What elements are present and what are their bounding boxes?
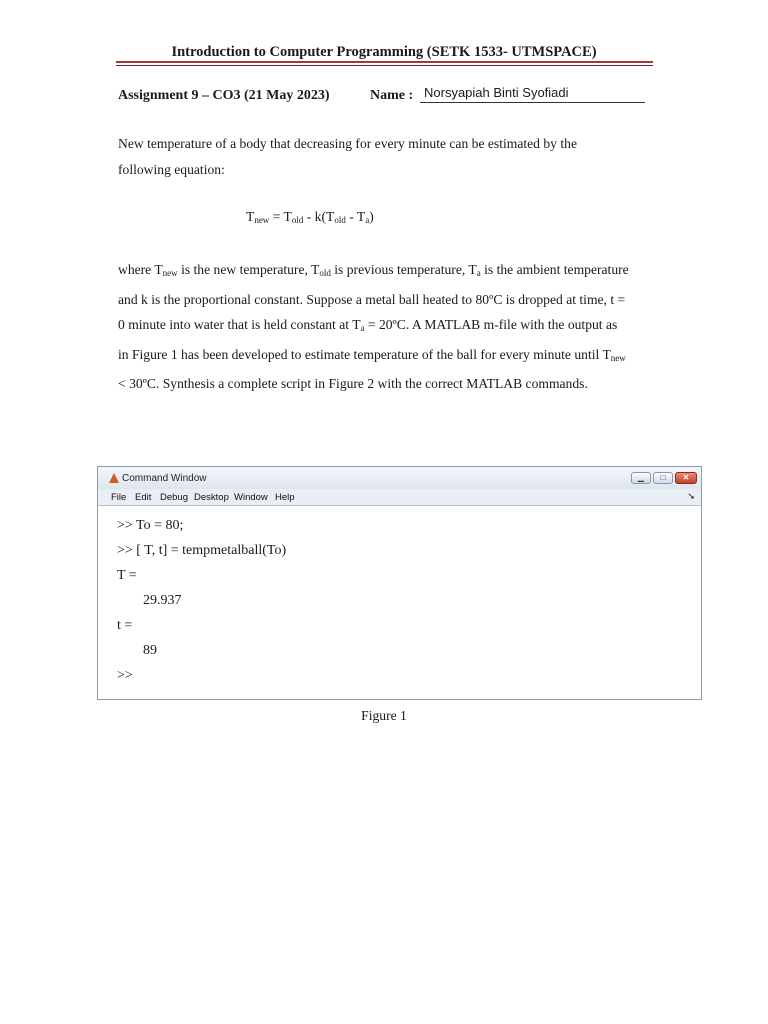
eq-sub-new: new xyxy=(254,215,270,225)
sub-new: new xyxy=(162,268,178,278)
eq-sub-a: a xyxy=(365,215,370,225)
eq-T: T xyxy=(246,209,255,224)
header-rule-dark xyxy=(116,65,653,66)
command-line: 89 xyxy=(143,643,157,658)
command-window-menubar xyxy=(98,489,701,506)
menubar-overflow-icon[interactable]: ➘ xyxy=(687,491,695,501)
body-paragraph xyxy=(118,257,658,397)
figure-caption: Figure 1 xyxy=(361,708,407,723)
sub-a: a xyxy=(360,323,365,333)
header-rule-red xyxy=(116,61,653,63)
text-run: is the ambient temperature xyxy=(480,262,629,277)
command-prompt[interactable]: >> xyxy=(117,668,133,683)
menu-edit[interactable]: Edit xyxy=(135,492,152,503)
sub-a: a xyxy=(476,268,481,278)
text-run: where T xyxy=(118,262,163,277)
body-line-4 xyxy=(118,342,658,372)
name-label: Name : xyxy=(370,88,414,103)
assignment-title: Assignment 9 – CO3 (21 May 2023) xyxy=(118,88,330,103)
text-run: 0 minute into water that is held constant at T xyxy=(118,317,361,332)
maximize-button[interactable]: □ xyxy=(653,472,673,484)
body-line-1 xyxy=(118,257,658,287)
matlab-logo-icon xyxy=(109,473,119,483)
body-line-2: and k is the proportional constant. Suppose a metal ball heated to 80ºC is dropped at time, t = xyxy=(118,291,626,307)
command-window-title: Command Window xyxy=(122,473,207,484)
eq-part: - k(T xyxy=(303,209,335,224)
text-run: in Figure 1 has been developed to estimate temperature of the ball for every minute until T xyxy=(118,346,611,362)
menu-debug[interactable]: Debug xyxy=(160,492,188,503)
eq-part: ) xyxy=(369,209,374,224)
command-line: T = xyxy=(117,568,137,583)
name-field[interactable]: Norsyapiah Binti Syofiadi xyxy=(420,84,645,103)
page-header-title: Introduction to Computer Programming (SETK 1533- UTMSPACE) xyxy=(171,44,597,60)
eq-sub-old: old xyxy=(334,215,346,225)
menu-help[interactable]: Help xyxy=(275,492,295,503)
sub-old: old xyxy=(319,268,331,278)
text-run: = 20ºC. A MATLAB m-file with the output as xyxy=(364,317,618,332)
eq-sub-old: old xyxy=(291,215,304,225)
command-output[interactable] xyxy=(117,513,286,688)
menu-file[interactable]: File xyxy=(111,492,127,503)
intro-line-1: New temperature of a body that decreasing for every minute can be estimated by the xyxy=(118,136,577,151)
intro-paragraph xyxy=(118,131,658,182)
minimize-button[interactable]: ▁ xyxy=(631,472,651,484)
close-button[interactable]: ✕ xyxy=(675,472,697,484)
body-line-5: < 30ºC. Synthesis a complete script in Figure 2 with the correct MATLAB commands. xyxy=(118,376,588,391)
command-line: t = xyxy=(117,618,133,633)
eq-part: = T xyxy=(269,209,292,224)
command-line: >> To = 80; xyxy=(117,518,184,533)
text-run: is the new temperature, T xyxy=(177,262,320,277)
assignment-line xyxy=(118,85,658,108)
intro-line-2: following equation: xyxy=(118,161,225,177)
menu-desktop[interactable]: Desktop xyxy=(194,492,229,503)
command-window-titlebar[interactable] xyxy=(98,467,701,489)
body-line-3 xyxy=(118,312,658,342)
equation xyxy=(246,209,374,225)
command-line: >> [ T, t] = tempmetalball(To) xyxy=(117,543,287,558)
menu-window[interactable]: Window xyxy=(234,492,268,503)
eq-part: - T xyxy=(345,209,366,224)
command-window xyxy=(97,466,702,700)
text-run: is previous temperature, T xyxy=(330,262,477,277)
command-line: 29.937 xyxy=(143,593,182,608)
sub-new: new xyxy=(610,352,626,363)
